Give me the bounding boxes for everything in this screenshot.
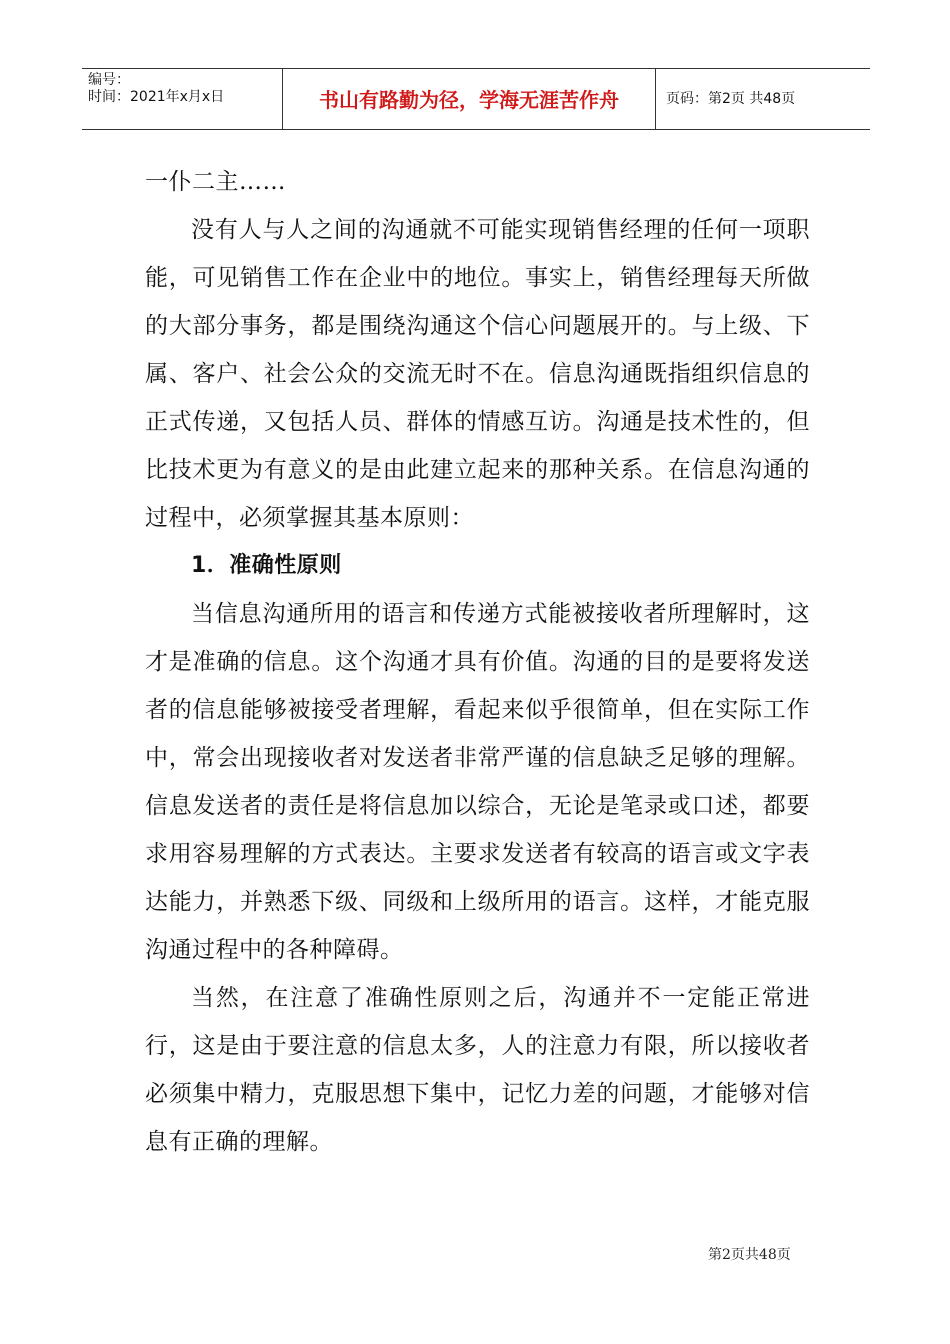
header-page-cell xyxy=(654,69,870,129)
number-label: 编号： xyxy=(88,72,130,88)
paragraph-2: 当信息沟通所用的语言和传递方式能被接收者所理解时，这才是准确的信息。这个沟通才具有价值。沟通的目的是要将发送者的信息能够被接受者理解，看起来似乎很简单，但在实际工作中，常会出现接收者对发送者非常严谨的信息缺乏足够的理解。信息发送者的责任是将信息加以综合，无论是笔录或口述，都要求用容易理解的方式表达。主要求发送者有较高的语言或文字表达能力，并熟悉下级、同级和上级所用的语言。这样，才能克服沟通过程中的各种障碍。 xyxy=(145,601,810,963)
motto: 书山有路勤为径，学海无涯苦作舟 xyxy=(319,88,619,112)
header-meta xyxy=(82,69,282,129)
page-footer: 第2页共48页 xyxy=(708,1247,791,1263)
document-body xyxy=(145,158,810,1166)
header-motto-cell xyxy=(282,69,656,129)
paragraph-3: 当然，在注意了准确性原则之后，沟通并不一定能正常进行，这是由于要注意的信息太多，人的注意力有限，所以接收者必须集中精力，克服思想下集中，记忆力差的问题，才能够对信息有正确的理解。 xyxy=(145,985,810,1155)
time-label: 时间：2021年x月x日 xyxy=(88,89,225,105)
intro-line: 一仆二主…… xyxy=(145,169,286,195)
paragraph-1: 没有人与人之间的沟通就不可能实现销售经理的任何一项职能，可见销售工作在企业中的地位。事实上，销售经理每天所做的大部分事务，都是围绕沟通这个信心问题展开的。与上级、下属、客户、社会公众的交流无时不在。信息沟通既指组织信息的正式传递，又包括人员、群体的情感互访。沟通是技术性的，但比技术更为有意义的是由此建立起来的那种关系。在信息沟通的过程中，必须掌握其基本原则： xyxy=(145,217,810,531)
page-header xyxy=(82,68,870,130)
section-heading: 1．准确性原则 xyxy=(191,553,342,578)
page-code: 页码：第2页 共48页 xyxy=(666,91,796,107)
